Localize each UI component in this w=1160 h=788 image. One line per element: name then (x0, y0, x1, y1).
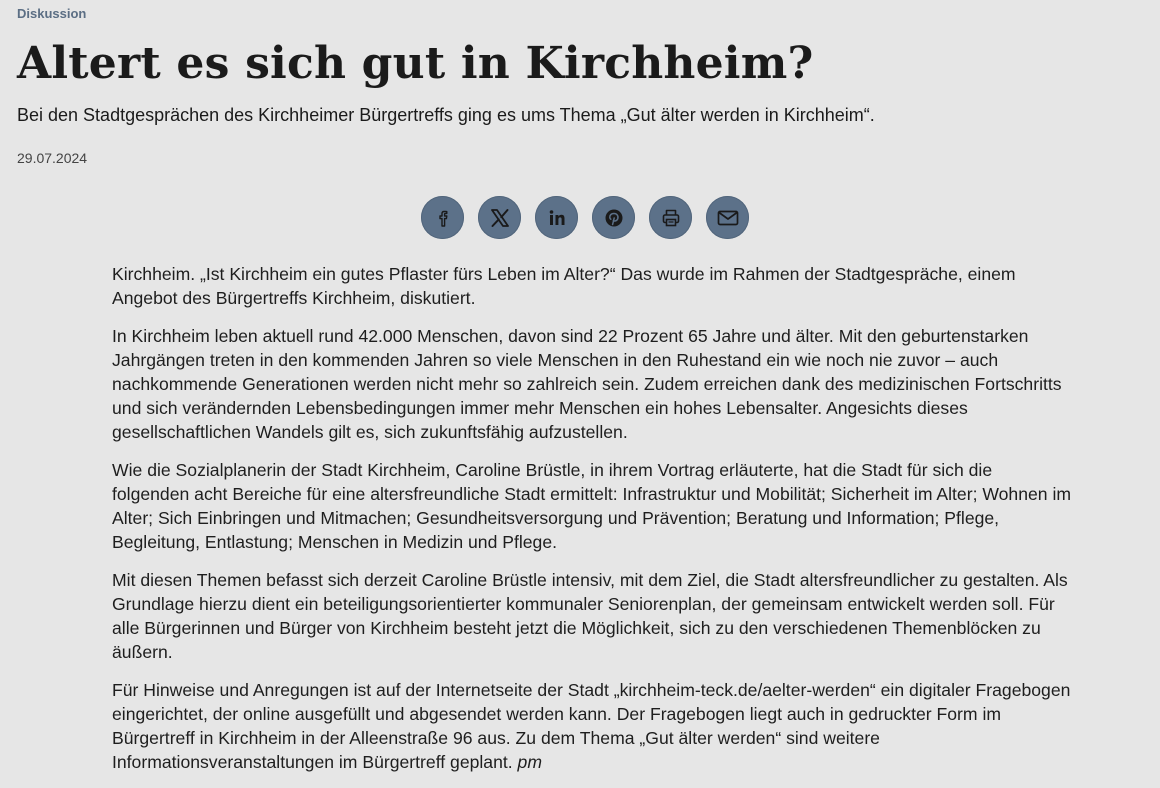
share-mail-button[interactable] (706, 196, 749, 239)
linkedin-icon (547, 208, 567, 228)
share-facebook-button[interactable] (421, 196, 464, 239)
article-paragraph: Mit diesen Themen befasst sich derzeit Caroline Brüstle intensiv, mit dem Ziel, die Stadt altersfreundlicher zu gestalten. Als Grundlage hierzu dient ein beteiligungsorientierter kommunaler Seniorenplan, der gemeinsam entwickelt werden soll. Für alle Bürgerinnen und Bürger von Kirchheim besteht jetzt die Möglichkeit, sich zu den verschiedenen Themenblöcken zu äußern. (112, 570, 1068, 662)
article-paragraph: Kirchheim. „Ist Kirchheim ein gutes Pflaster fürs Leben im Alter?“ Das wurde im Rahmen der Stadtgespräche, einem Angebot des Bürgertreffs Kirchheim, diskutiert. (112, 264, 1016, 308)
article-body (112, 262, 1072, 788)
share-pinterest-button[interactable] (592, 196, 635, 239)
article-subtitle: Bei den Stadtgesprächen des Kirchheimer Bürgertreffs ging es ums Thema „Gut älter werden in Kirchheim“. (17, 105, 875, 125)
article-paragraph-text: Für Hinweise und Anregungen ist auf der Internetseite der Stadt „kirchheim-teck.de/aelter-werden“ ein digitaler Fragebogen eingerichtet, der online ausgefüllt und abgesendet werden kann. Der Fragebogen liegt auch in gedruckter Form im Bürgertreff in Kirchheim in der Alleenstraße 96 aus. Zu dem Thema „Gut älter werden“ sind weitere Informationsveranstaltungen im Bürgertreff geplant. (112, 680, 1071, 772)
facebook-icon (433, 207, 453, 229)
article-paragraph: Wie die Sozialplanerin der Stadt Kirchheim, Caroline Brüstle, in ihrem Vortrag erläuterte, hat die Stadt für sich die folgenden acht Bereiche für eine altersfreundliche Stadt ermittelt: Infrastruktur und Mobilität; Sicherheit im Alter; Wohnen im Alter; Sich Einbringen und Mitmachen; Gesundheitsversorgung und Prävention; Beratung und Information; Pflege, Begleitung, Entlastung; Menschen in Medizin und Pflege. (112, 460, 1072, 552)
x-icon (489, 207, 511, 229)
page-title: Altert es sich gut in Kirchheim? (17, 38, 814, 89)
share-bar (421, 196, 749, 239)
article-paragraph: In Kirchheim leben aktuell rund 42.000 Menschen, davon sind 22 Prozent 65 Jahre und älter. Mit den geburtenstarken Jahrgängen treten in den kommenden Jahren so viele Menschen in den Ruhestand ein wie noch nie zuvor – auch nachkommende Generationen werden nicht mehr so zahlreich sein. Zudem erreichen dank des medizinischen Fortschritts und sich verändernden Lebensbedingungen immer mehr Menschen ein hohes Lebensalter. Angesichts dieses gesellschaftlichen Wandels gilt es, sich zukunftsfähig aufzustellen. (112, 326, 1062, 442)
print-icon (660, 207, 682, 229)
pinterest-icon (603, 207, 625, 229)
print-button[interactable] (649, 196, 692, 239)
section-kicker: Diskussion (17, 6, 87, 21)
article-paragraph-last (112, 678, 1072, 774)
author-signature: pm (517, 752, 542, 772)
share-x-button[interactable] (478, 196, 521, 239)
publish-date: 29.07.2024 (17, 150, 88, 166)
mail-icon (716, 208, 740, 228)
share-linkedin-button[interactable] (535, 196, 578, 239)
